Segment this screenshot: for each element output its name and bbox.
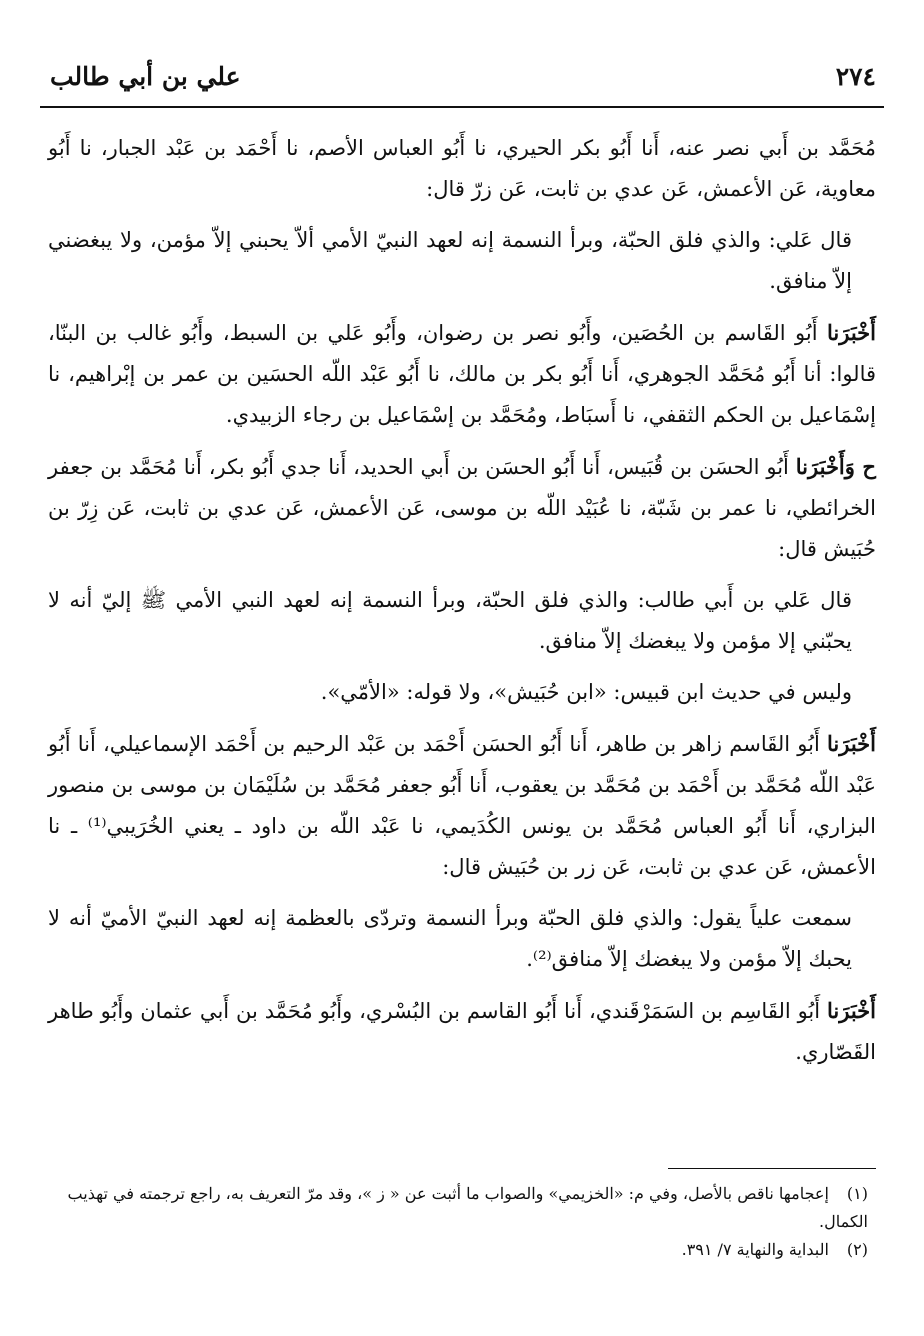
footnotes bbox=[60, 1180, 868, 1264]
header-divider bbox=[40, 106, 884, 108]
running-title: علي بن أبي طالب bbox=[50, 62, 241, 91]
isnad-lead: أَخْبَرَنا bbox=[827, 320, 876, 345]
paragraph-2 bbox=[48, 220, 876, 302]
page-header bbox=[40, 58, 884, 102]
isnad-lead: ح وَأَخْبَرَنا bbox=[795, 454, 876, 479]
paragraph-3 bbox=[48, 312, 876, 436]
paragraph-text: أَبُو الحسَن بن قُبَيس، أَنا أَبُو الحسَن بن أَبي الحديد، أَنا جدي أَبُو بكر، أَنا مُحَمَّد بن جعفر الخرائطي، نا عمر بن شَبّة، نا عُبَيْد اللّه بن موسى، عَن الأعمش، عَن عدي بن ثابت، عَن زِرّ بن حُبَيش قال: bbox=[48, 455, 876, 561]
page-number: ٢٧٤ bbox=[835, 62, 876, 91]
paragraph-text: أَبُو القَاسم بن الحُصَين، وأَبُو نصر بن رضوان، وأَبُو عَلي بن السبط، وأَبُو غالب بن البنّا، قالوا: أنا أَبُو مُحَمَّد الجوهري، أَنا أَبُو بكر بن مالك، نا أَبُو عَبْد اللّه الحسَين بن عمر بن إبْراهيم، نا إسْمَاعيل بن الحكم الثقفي، نا أَسبَاط، ومُحَمَّد بن إسْمَاعيل بن رجاء الزبيدي. bbox=[48, 321, 876, 427]
footnote-text: البداية والنهاية ٧/ ٣٩١. bbox=[681, 1240, 829, 1259]
paragraph-text: أَبُو القَاسِم بن السَمَرْقَندي، أَنا أَبُو القاسم بن البُسْري، وأَبُو مُحَمَّد بن أَبي عثمان وأَبُو طاهر القَصّاري. bbox=[48, 999, 876, 1064]
footnote-number: (١) bbox=[846, 1184, 868, 1203]
paragraph-8 bbox=[48, 898, 876, 980]
paragraph-text: وليس في حديث ابن قبيس: «ابن حُبَيش»، ولا قوله: «الأمّي». bbox=[320, 680, 852, 704]
paragraph-text: سمعت علياً يقول: والذي فلق الحبّة وبرأ النسمة وتردّى بالعظمة إنه لعهد النبيّ الأميّ أنه لا يحبك إلاّ مؤمن ولا يبغضك إلاّ منافق⁽²⁾. bbox=[48, 906, 852, 971]
paragraph-6 bbox=[48, 672, 876, 713]
paragraph-4 bbox=[48, 446, 876, 570]
footnote-number: (٢) bbox=[846, 1240, 868, 1259]
paragraph-9 bbox=[48, 990, 876, 1073]
paragraph-text: قال عَلي: والذي فلق الحبّة، وبرأ النسمة إنه لعهد النبيّ الأمي ألاّ يحبني إلاّ مؤمن، ولا يبغضني إلاّ منافق. bbox=[48, 228, 852, 293]
isnad-lead: أَخْبَرَنا bbox=[827, 998, 876, 1023]
paragraph-text: أَبُو القَاسم زاهر بن طاهر، أَنا أَبُو الحسَن أَحْمَد بن عَبْد الرحيم بن أَحْمَد الإسماعيلي، أَنا أَبُو عَبْد اللّه مُحَمَّد بن أَحْمَد بن مُحَمَّد بن يعقوب، أَنا أَبُو جعفر مُحَمَّد بن سُلَيْمَان بن موسى بن منصور البزاري، أَنا أَبُو العباس مُحَمَّد بن يونس الكُدَيمي، نا عَبْد اللّه بن داود ـ يعني الخُرَيبي⁽¹⁾ ـ نا الأعمش، عَن عدي بن ثابت، عَن زر بن حُبَيش قال: bbox=[48, 732, 876, 879]
paragraph-text: قال عَلي بن أَبي طالب: والذي فلق الحبّة، وبرأ النسمة إنه لعهد النبي الأمي ﷺ إليّ أنه لا يحبّني إلا مؤمن ولا يبغضك إلاّ منافق. bbox=[48, 588, 852, 653]
paragraph-5 bbox=[48, 580, 876, 662]
page-body bbox=[48, 128, 876, 1083]
paragraph-text: مُحَمَّد بن أَبي نصر عنه، أَنا أَبُو بكر الحيري، نا أَبُو العباس الأصم، نا أَحْمَد بن عَبْد الجبار، نا أَبُو معاوية، عَن الأعمش، عَن عدي بن ثابت، عَن زرّ قال: bbox=[48, 136, 876, 201]
footnote-divider bbox=[668, 1168, 876, 1169]
paragraph-7 bbox=[48, 723, 876, 888]
paragraph-1 bbox=[48, 128, 876, 210]
isnad-lead: أَخْبَرَنا bbox=[827, 731, 876, 756]
footnote-2 bbox=[60, 1236, 868, 1264]
footnote-1 bbox=[60, 1180, 868, 1236]
footnote-text: إعجامها ناقص بالأصل، وفي م: «الخزيمي» والصواب ما أثبت عن « ز »، وقد مرّ التعريف به، راجع ترجمته في تهذيب الكمال. bbox=[67, 1184, 868, 1231]
